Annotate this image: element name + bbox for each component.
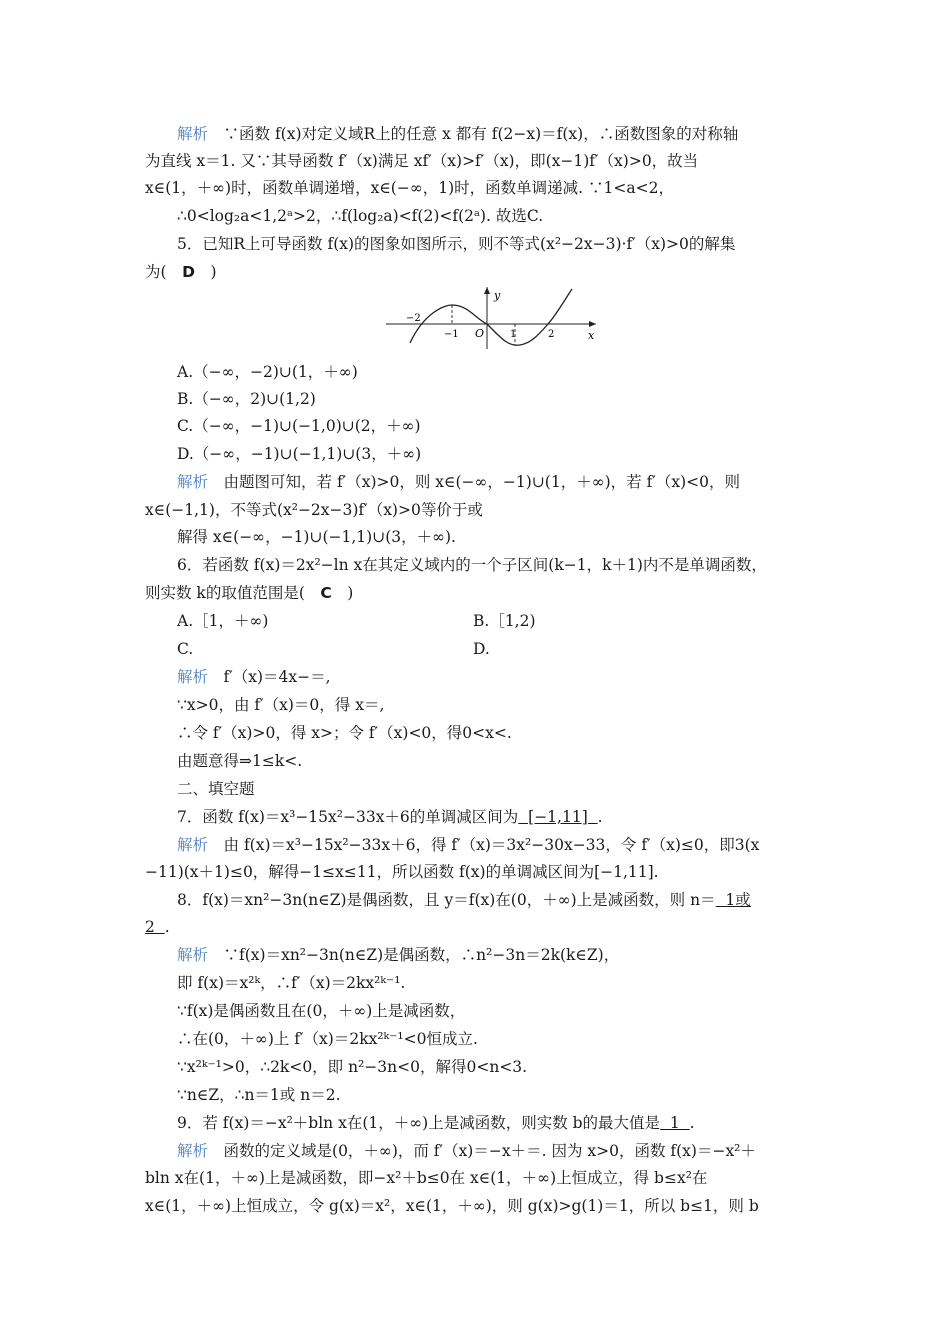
section-heading: 二、填空题 (177, 780, 255, 798)
solution-label: 解析 (177, 125, 209, 143)
solution-line: 解得 x∈(−∞，−1)∪(−1,1)∪(3，＋∞). (177, 528, 456, 546)
option-c: C.（−∞，−1)∪(−1,0)∪(2，＋∞) (177, 417, 421, 435)
solution-label: 解析 (177, 946, 209, 964)
fill-blank-answer: 1或 (715, 891, 751, 909)
option-c: C. (177, 640, 194, 658)
solution-line: 解析 f′（x)＝4x−＝, (177, 668, 331, 686)
solution-line: ∴令 f′（x)>0，得 x>；令 f′（x)<0，得0<x<. (177, 724, 512, 742)
solution-line: ∵x²ᵏ⁻¹>0，∴2k<0，即 n²−3n<0，解得0<n<3. (177, 1058, 528, 1076)
tick-label: −2 (406, 313, 421, 324)
tick-label: 2 (548, 329, 555, 340)
solution-line: ∴在(0，＋∞)上 f′（x)＝2kx²ᵏ⁻¹<0恒成立. (177, 1030, 478, 1048)
fill-blank-answer: [−1,11] (518, 808, 598, 826)
solution-line: ∵f(x)是偶函数且在(0，＋∞)上是减函数， (177, 1002, 466, 1020)
fill-blank-answer: 2 (145, 918, 165, 936)
question-9: 9．若 f(x)＝−x²＋bln x在(1，＋∞)上是减函数，则实数 b的最大值是 1 . (177, 1114, 695, 1132)
tick-label: −1 (444, 329, 459, 340)
option-b: B.［1,2) (473, 612, 536, 630)
question-8: 8．f(x)＝xn²−3n(n∈Z)是偶函数，且 y＝f(x)在(0，＋∞)上是减函数，则 n＝ 1或 (177, 891, 751, 909)
solution-line: 即 f(x)＝x²ᵏ，∴f′（x)＝2kx²ᵏ⁻¹. (177, 974, 406, 992)
solution-label: 解析 (177, 836, 209, 854)
option-d: D.（−∞，−1)∪(−1,1)∪(3，＋∞) (177, 445, 422, 463)
function-graph (384, 283, 600, 351)
solution-line: −11)(x＋1)≤0，解得−1≤x≤11，所以函数 f(x)的单调减区间为[−1,11]. (145, 863, 659, 881)
option-a: A.［1，＋∞) (177, 612, 269, 630)
solution-line: 解析 由 f(x)＝x³−15x²−33x＋6，得 f′（x)＝3x²−30x−33，令 f′（x)≤0，即3(x (177, 836, 760, 854)
question-6: 6．若函数 f(x)＝2x²−ln x在其定义域内的一个子区间(k−1，k＋1)内不是单调函数， (177, 556, 767, 574)
option-a: A.（−∞，−2)∪(1，＋∞) (177, 363, 358, 381)
question-8-continued: 2 . (145, 918, 170, 936)
question-5: 5．已知R上可导函数 f(x)的图象如图所示，则不等式(x²−2x−3)·f′（x)>0的解集 (177, 235, 736, 253)
solution-line: ∵x>0，由 f′（x)＝0，得 x＝, (177, 696, 385, 714)
solution-line: 为直线 x＝1. 又∵其导函数 f′（x)满足 xf′（x)>f′（x)，即(x−1)f′（x)>0，故当 (145, 152, 699, 170)
solution-line: x∈(−1,1)，不等式(x²−2x−3)f′（x)>0等价于或 (145, 501, 483, 519)
option-b: B.（−∞，2)∪(1,2) (177, 390, 316, 408)
origin-label: O (475, 327, 485, 340)
solution-label: 解析 (177, 668, 209, 686)
answer-choice: C (320, 584, 332, 602)
solution-line: x∈(1，＋∞)时，函数单调递增，x∈(−∞，1)时，函数单调递减. ∵1<a<2， (145, 179, 674, 197)
answer-choice: D (182, 263, 195, 281)
question-6-answer-line: 则实数 k的取值范围是( C ) (145, 584, 354, 602)
solution-label: 解析 (177, 473, 209, 491)
y-axis-label: y (494, 289, 501, 302)
tick-label: 1 (510, 329, 517, 340)
solution-line: 解析 函数的定义域是(0，＋∞)，而 f′（x)＝−x＋＝. 因为 x>0，函数 f(x)＝−x²＋ (177, 1142, 756, 1160)
solution-line: 解析 由题图可知，若 f′（x)>0，则 x∈(−∞，−1)∪(1，＋∞)，若 f′（x)<0，则 (177, 473, 740, 491)
solution-line: ∴0<log₂a<1,2ᵃ>2，∴f(log₂a)<f(2)<f(2ᵃ). 故选C. (177, 207, 544, 225)
solution-line: ∵n∈Z，∴n＝1或 n＝2. (177, 1086, 341, 1104)
question-5-answer-line: 为( D ) (145, 263, 217, 281)
solution-line: 解析 ∵函数 f(x)对定义域R上的任意 x 都有 f(2−x)＝f(x)，∴函数图象的对称轴 (177, 125, 739, 143)
solution-line: x∈(1，＋∞)上恒成立，令 g(x)＝x²，x∈(1，＋∞)，则 g(x)>g(1)＝1，所以 b≤1，则 b (145, 1197, 759, 1215)
solution-line: 由题意得⇒1≤k<. (177, 752, 303, 770)
solution-line: 解析 ∵f(x)＝xn²−3n(n∈Z)是偶函数，∴n²−3n＝2k(k∈Z)， (177, 946, 620, 964)
solution-label: 解析 (177, 1142, 209, 1160)
fill-blank-answer: 1 (660, 1114, 690, 1132)
solution-line: bln x在(1，＋∞)上是减函数，即−x²＋b≤0在 x∈(1，＋∞)上恒成立，得 b≤x²在 (145, 1169, 708, 1187)
x-axis-label: x (588, 329, 595, 342)
question-7: 7．函数 f(x)＝x³−15x²−33x＋6的单调减区间为 [−1,11] . (177, 808, 603, 826)
option-d: D. (473, 640, 490, 658)
